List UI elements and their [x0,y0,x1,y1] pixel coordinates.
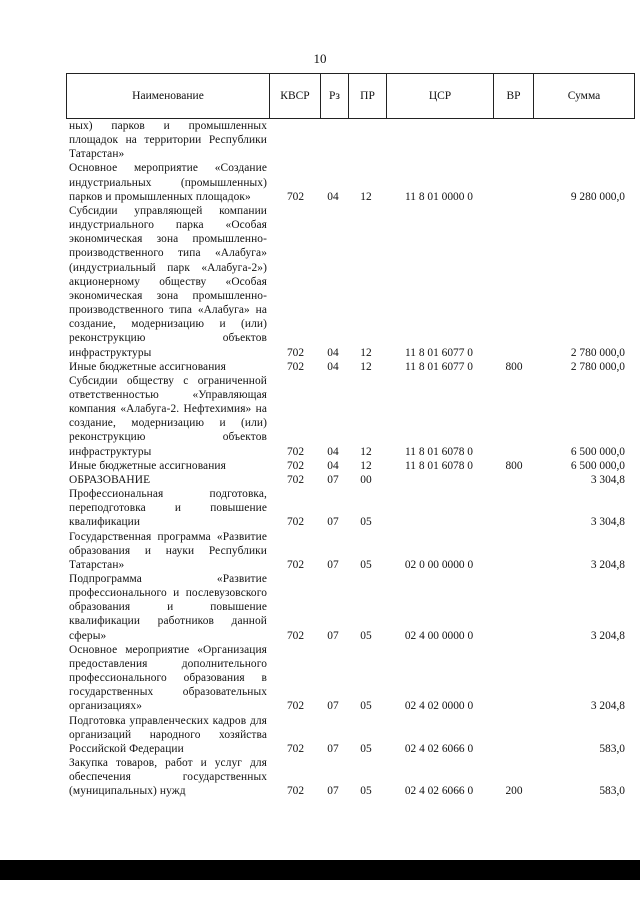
header-rz: Рз [321,74,349,119]
table-row [66,360,634,374]
cell-pr: 05 [360,742,372,755]
cell-rz: 04 [327,360,339,373]
cell-kvsr: 702 [286,360,305,373]
cell-rz: 07 [327,700,339,713]
cell-csr: 11 8 01 0000 0 [405,190,473,203]
cell-vr: 800 [505,459,523,472]
table-row [66,756,634,798]
cell-kvsr: 702 [286,785,305,798]
header-name: Наименование [67,74,270,119]
cell-pr: 12 [360,360,372,373]
cell-vr [494,643,534,714]
cell-kvsr: 702 [286,445,305,458]
cell-vr [494,714,534,756]
header-sum: Сумма [534,74,635,119]
cell-csr [384,119,494,161]
cell-name: ОБРАЗОВАНИЕ [69,473,151,486]
cell-vr [494,530,534,572]
cell-name: Подготовка управленческих кадров для организаций народного хозяйства Российской Федерации [69,714,267,755]
cell-pr: 12 [360,459,372,472]
cell-rz [318,119,348,161]
cell-csr: 02 4 02 6066 0 [404,742,474,755]
page-number: 10 [313,51,327,66]
cell-name: ных) парков и промышленных площадок на территории Республики Татарстан» [69,120,267,161]
table-row [66,204,634,360]
cell-sum: 583,0 [599,742,625,755]
cell-pr: 05 [360,785,372,798]
cell-kvsr: 702 [286,459,305,472]
cell-sum: 3 204,8 [590,558,625,571]
cell-sum: 2 780 000,0 [570,360,625,373]
cell-sum: 6 500 000,0 [570,445,625,458]
cell-pr [348,119,384,161]
cell-rz: 07 [327,516,339,529]
table-row [66,473,634,487]
cell-csr: 11 8 01 6077 0 [405,346,473,359]
table-row [66,374,634,459]
cell-vr [494,473,534,487]
cell-vr [494,487,534,529]
cell-kvsr: 702 [286,700,305,713]
cell-pr: 12 [360,445,372,458]
cell-kvsr: 702 [286,629,305,642]
cell-kvsr: 702 [286,742,305,755]
cell-pr: 05 [360,516,372,529]
cell-sum: 583,0 [599,785,625,798]
cell-name: Основное мероприятие «Организация предоставления дополнительного профессионального образования в государственных образовательных организациях» [69,643,267,713]
table-row [66,530,634,572]
cell-vr [494,572,534,643]
cell-name: Основное мероприятие «Создание индустриальных (промышленных) парков и промышленных площадок» [69,162,267,203]
cell-kvsr: 702 [286,473,305,486]
scan-bottom-border [0,860,640,880]
cell-pr: 05 [360,558,372,571]
cell-rz: 04 [327,445,339,458]
table-row [66,572,634,643]
table-row [66,161,634,203]
cell-rz: 07 [327,473,339,486]
table-row [66,714,634,756]
cell-pr: 12 [360,190,372,203]
cell-vr: 800 [505,360,523,373]
cell-csr [384,487,494,529]
cell-name: Подпрограмма «Развитие профессионального и послевузовского образования и повышение квалификации работников данной сферы» [69,573,267,642]
cell-name: Закупка товаров, работ и услуг для обеспечения государственных (муниципальных) нужд [69,757,267,798]
header-vr: ВР [494,74,534,119]
cell-name: Субсидии управляющей компании индустриального парка «Особая экономическая зона промышленно-производственного типа «Алабуга» (индустриальный парк «Алабуга-2») акционерному обществу «Особая экономическая зона промышленно-производственного типа «Алабуга» на создание, модернизацию и (или) реконструкцию объектов инфраструктуры [69,204,267,359]
cell-sum: 3 304,8 [590,516,625,529]
cell-vr: 200 [505,785,523,798]
cell-sum [534,119,634,161]
cell-csr [384,473,494,487]
cell-csr: 02 0 00 0000 0 [404,558,474,571]
cell-sum: 6 500 000,0 [570,459,625,472]
table-row [66,119,634,161]
cell-csr: 02 4 00 0000 0 [404,629,474,642]
table-row [66,643,634,714]
cell-pr: 05 [360,629,372,642]
cell-csr: 02 4 02 0000 0 [404,700,474,713]
cell-sum: 3 204,8 [590,629,625,642]
cell-rz: 04 [327,459,339,472]
table-header [66,73,635,119]
cell-name: Иные бюджетные ассигнования [69,459,226,472]
cell-kvsr: 702 [286,558,305,571]
cell-kvsr: 702 [286,346,305,359]
cell-name: Государственная программа «Развитие образования и науки Республики Татарстан» [69,530,267,571]
cell-csr: 11 8 01 6077 0 [405,360,473,373]
cell-pr: 00 [360,473,372,486]
cell-sum: 3 204,8 [590,700,625,713]
cell-csr: 11 8 01 6078 0 [405,459,473,472]
cell-csr: 02 4 02 6066 0 [404,785,474,798]
cell-vr [494,204,534,360]
table-row [66,487,634,529]
cell-csr: 11 8 01 6078 0 [405,445,473,458]
cell-sum: 2 780 000,0 [570,346,625,359]
cell-kvsr [273,119,318,161]
budget-table [66,119,634,799]
cell-sum: 9 280 000,0 [570,190,625,203]
cell-kvsr: 702 [286,516,305,529]
cell-name: Иные бюджетные ассигнования [69,360,226,373]
cell-name: Профессиональная подготовка, переподготовка и повышение квалификации [69,488,267,529]
cell-rz: 07 [327,629,339,642]
header-pr: ПР [349,74,387,119]
table-row [66,459,634,473]
cell-rz: 07 [327,558,339,571]
cell-pr: 12 [360,346,372,359]
cell-kvsr: 702 [286,190,305,203]
header-csr: ЦСР [387,74,494,119]
cell-rz: 04 [327,190,339,203]
cell-vr [494,161,534,203]
header-kvsr: КВСР [270,74,321,119]
cell-vr [494,119,534,161]
cell-vr [494,374,534,459]
cell-rz: 07 [327,785,339,798]
cell-name: Субсидии обществу с ограниченной ответственностью «Управляющая компания «Алабуга-2. Нефтехимия» на создание, модернизацию и (или) реконструкцию объектов инфраструктуры [69,374,267,458]
cell-pr: 05 [360,700,372,713]
cell-rz: 07 [327,742,339,755]
cell-rz: 04 [327,346,339,359]
cell-sum: 3 304,8 [590,473,625,486]
